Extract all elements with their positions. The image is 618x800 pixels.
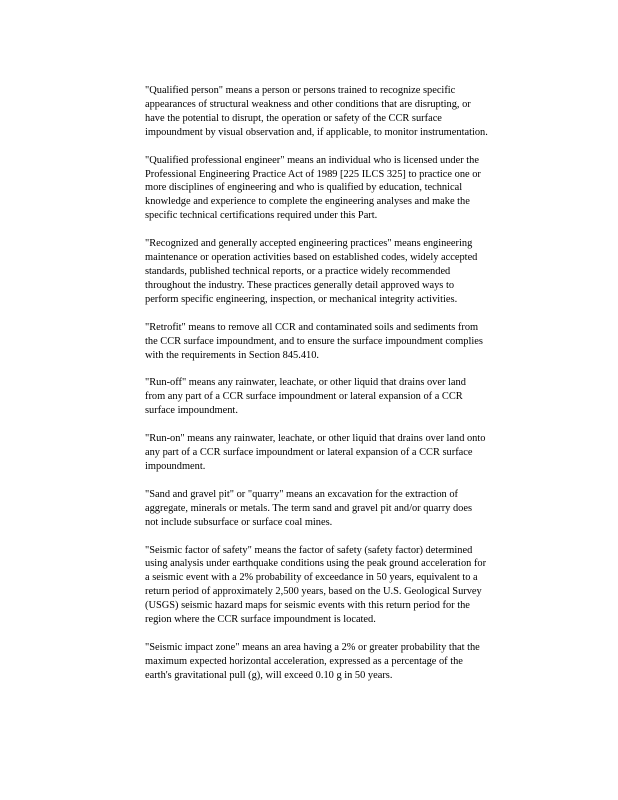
definition-seismic-impact-zone: "Seismic impact zone" means an area having a 2% or greater probability that the maximum expected horizontal acceleration, expressed as a percentage of the earth's gravitational pull (g), will exceed 0.10 g in 50 years. <box>145 642 480 681</box>
definition-recognized-engineering-practices: "Recognized and generally accepted engineering practices" means engineering maintenance or operation activities based on established codes, widely accepted standards, published technical reports, or a practice widely recommended throughout the industry. These practices generally detail approved ways to perform specific engineering, inspection, or mechanical integrity activities. <box>145 238 478 305</box>
document-body <box>145 84 545 697</box>
definition-sand-and-gravel-pit: "Sand and gravel pit" or "quarry" means an excavation for the extraction of aggregate, minerals or metals. The term sand and gravel pit and/or quarry does not include subsurface or surface coal mines. <box>145 488 473 528</box>
definition-retrofit: "Retrofit" means to remove all CCR and contaminated soils and sediments from the CCR surface impoundment, and to ensure the surface impoundment complies with the requirements in Section 845.410. <box>145 321 483 361</box>
definition-seismic-factor-of-safety: "Seismic factor of safety" means the factor of safety (safety factor) determined using analysis under earthquake conditions using the peak ground acceleration for a seismic event with a 2% probability of exceedance in 50 years, equivalent to a return period of approximately 2,500 years, based on the U.S. Geological Survey (USGS) seismic hazard maps for seismic events with this return period for the region where the CCR surface impoundment is located. <box>145 544 487 626</box>
definition-qualified-professional-engineer: "Qualified professional engineer" means an individual who is licensed under the Professional Engineering Practice Act of 1989 [225 ILCS 325] to practice one or more disciplines of engineering and who is qualified by education, technical knowledge and experience to complete the engineering analyses and make the specific technical certifications required under this Part. <box>145 154 481 222</box>
definition-qualified-person: "Qualified person" means a person or persons trained to recognize specific appearances of structural weakness and other conditions that are disrupting, or have the potential to disrupt, the operation or safety of the CCR surface impoundment by visual observation and, if applicable, to monitor instrumentation. <box>145 85 488 138</box>
definition-run-off: "Run-off" means any rainwater, leachate, or other liquid that drains over land from any part of a CCR surface impoundment or lateral expansion of a CCR surface impoundment. <box>145 377 466 417</box>
definition-run-on: "Run-on" means any rainwater, leachate, or other liquid that drains over land onto any part of a CCR surface impoundment or lateral expansion of a CCR surface impoundment. <box>145 433 486 472</box>
